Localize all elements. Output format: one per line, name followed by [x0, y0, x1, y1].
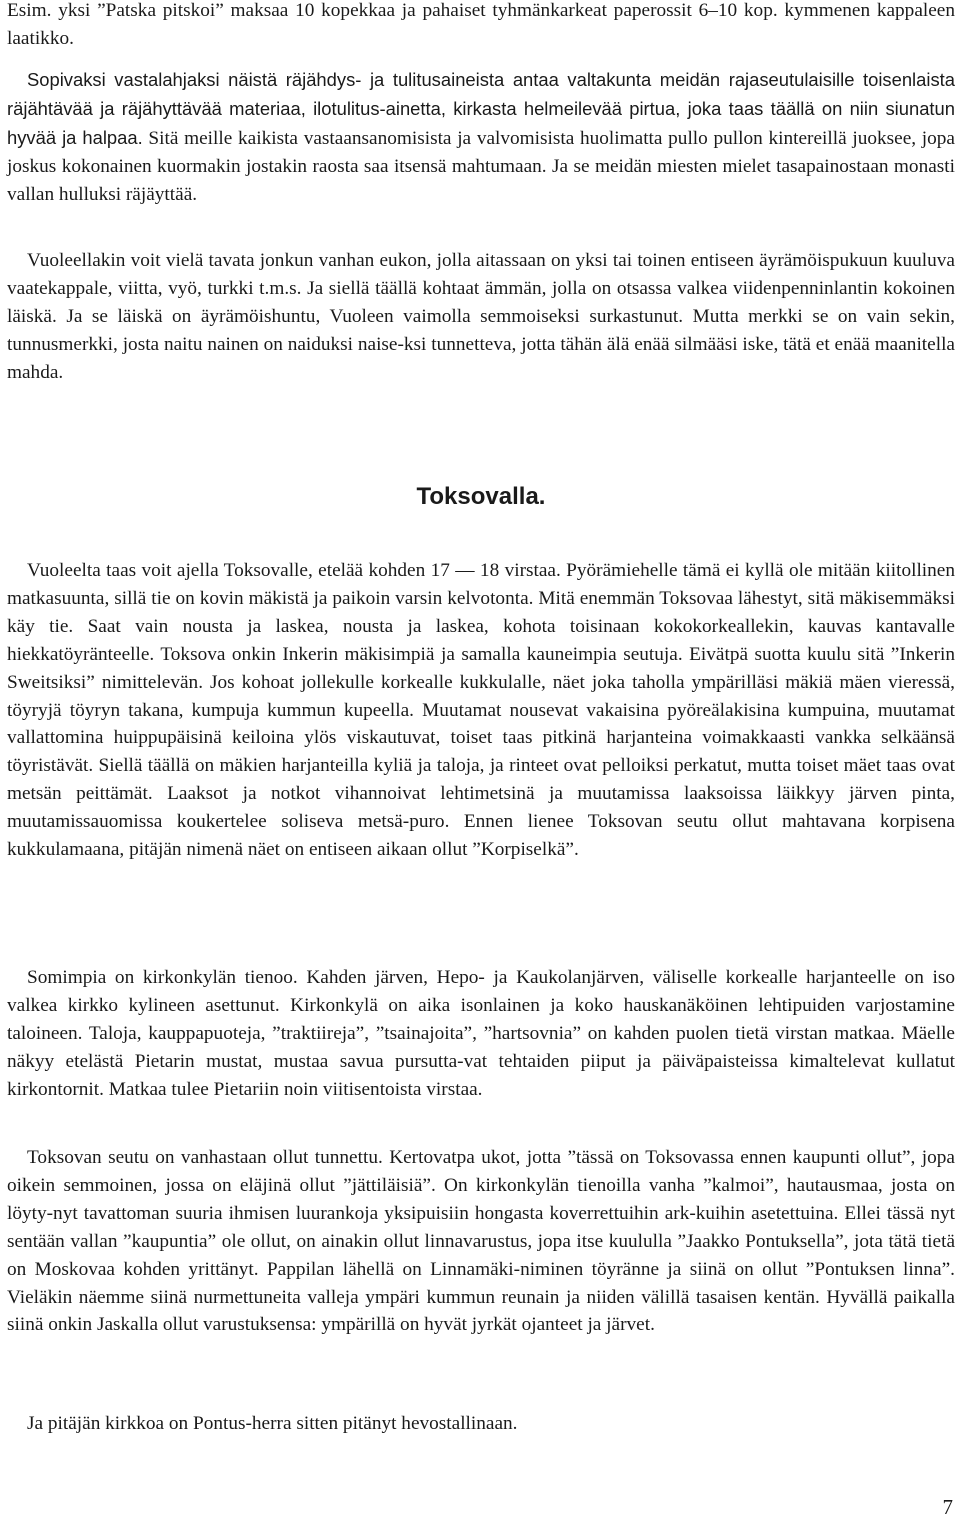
paragraph-2-sans-text: Sopivaksi vastalahjaksi näistä räjähdys- ja tulitusaineista antaa valtakunta meidän rajaseutulaisille toisenlaista räjähtävää ja räjähyttävää materiaa, ilotulitus-ainetta, kirkasta helmeilevää pirtua, joka taas täällä on niin siunatun hyvää ja halpaa.: [7, 69, 955, 148]
section-heading: Toksovalla.: [416, 483, 546, 510]
paragraph-3: Vuoleellakin voit vielä tavata jonkun vanhan eukon, jolla aitassaan on yksi tai toinen entiseen äyrämöispukuun kuuluva vaatekappale, viitta, vyö, turkki t.m.s. Ja siellä täällä kohtaat ämmän, jolla on otsassa valkea viidenpenninlantin kokoinen läiskä. Ja se läiskä on äyrämöishuntu, Vuoleen vaimolla semmoiseksi surkastunut. Mutta merkki se on vain sekin, tunnusmerkki, josta naitu nainen on naiduksi naise-ksi tunnetteva, jotta tähän älä enää silmääsi iske, tätä et enää maanitella mahda.: [7, 250, 955, 383]
paragraph-4: Vuoleelta taas voit ajella Toksovalle, etelää kohden 17 — 18 virstaa. Pyörämiehelle tämä ei kyllä ole mitään kiitollinen matkasuunta, sillä tie on kovin mäkistä ja paikoin varsin kelvotonta. Mitä enemmän Toksovaa lähestyt, sitä mäkisemmäksi käy tie. Saat vain nousta ja laskea, nousta ja laskea, kohota toisinaan kokokorkeallekin, kauvas kantavalle hiekkatöyränteelle. Toksova onkin Inkerin mäkisimpiä ja samalla kauneimpia seutuja. Eivätpä suotta kuulu sitä ”Inkerin Sweitsiksi” nimittelevän. Jos kohoat jollekulle korkealle kukkulalle, näet joka taholla ympärilläsi mäkiä mäen vieressä, töyryjä töyryn takana, kumpuja kummun kupeella. Muutamat nousevat vakaisina pyöreälakisina kumpuina, muutamat vallattomina huippupäisinä keiloina ylös viskautuvat, toiset taas pitkinä harjanteina voimakkaasti vankka selkäänsä töyristävät. Siellä täällä on mäkien harjanteilla kyliä ja taloja, ja rinteet ovat pelloiksi perkatut, mutta toiset mäet taas ovat metsän peittämät. Laaksot ja notkot vihannoivat lehtimetsinä ja muutamissa laaksoissa läikkyy järven pinta, muutamissauomissa koukertelee soliseva metsä-puro. Ennen lienee Toksovan seutu ollut mahtavana korpisena kukkulamaana, pitäjän nimenä näet on entiseen aikaan ollut ”Korpiselkä”.: [7, 560, 955, 861]
paragraph-5: Somimpia on kirkonkylän tienoo. Kahden järven, Hepo- ja Kaukolanjärven, väliselle korkealle harjanteelle on iso valkea kirkko kylineen asettunut. Kirkonkylä on aika isonlainen ja koko hauskanäköinen lehtipuiden varjostamine taloineen. Taloja, kauppapuoteja, ”traktiireja”, ”tsainajoita”, ”hartsovnia” on kahden puolen tietä virstan matkaa. Mäelle näkyy etelästä Pietarin mustat, mustaa savua pursutta-vat tehtaiden piiput ja päiväpaisteissa kimaltelevat kullatut kirkontornit. Matkaa tulee Pietariin noin viitisentoista virstaa.: [7, 967, 955, 1100]
paragraph-2: [7, 66, 955, 209]
paragraph-1: Esim. yksi ”Patska pitskoi” maksaa 10 kopekkaa ja pahaiset tyhmänkarkeat paperossit 6–10 kop. kymmenen kappaleen laatikko.: [7, 0, 955, 49]
page-number: 7: [942, 1495, 953, 1519]
paragraph-2-serif-text: Sitä meille kaikista vastaansanomisista ja valvomisista huolimatta pullo pullon kintereillä juoksee, jopa joskus kokonainen kuormakin jostakin raosta saa itsensä mahtumaan. Ja se meidän miesten mielet tasapainostaan monasti vallan hulluksi räjäyttää.: [7, 127, 955, 205]
paragraph-7: Ja pitäjän kirkkoa on Pontus-herra sitten pitänyt hevostallinaan.: [27, 1413, 518, 1434]
paragraph-6: Toksovan seutu on vanhastaan ollut tunnettu. Kertovatpa ukot, jotta ”tässä on Toksovassa ennen kaupunti ollut”, jopa oikein semmoinen, jossa on eläjinä ollut ”jättiläisiä”. On kirkonkylän tienoilla vanha ”kalmoi”, hautausmaa, josta on löyty-nyt tavattoman suuria ihmisen luurankoja yksipuisiin hongasta koverrettuihin ark-kuihin asetettuina. Ellei tässä nyt sentään vallan ”kaupuntia” ole ollut, on ainakin ollut linnavarustus, jopa itse kuululla ”Jaakko Pontuksella”, jota tätä tietä on Moskovaa kohden yrittänyt. Pappilan lähellä on Linnamäki-niminen töyränne ja siinä on ollut ”Pontuksen linna”. Vieläkin näemme siinä nurmettuneita valleja ympäri kummun reunain ja niiden välillä tasaisen kentän. Hyvällä paikalla siinä onkin Jaskalla ollut varustuksensa: ympärillä on hyvät jyrkät ojanteet ja järvet.: [7, 1147, 955, 1336]
